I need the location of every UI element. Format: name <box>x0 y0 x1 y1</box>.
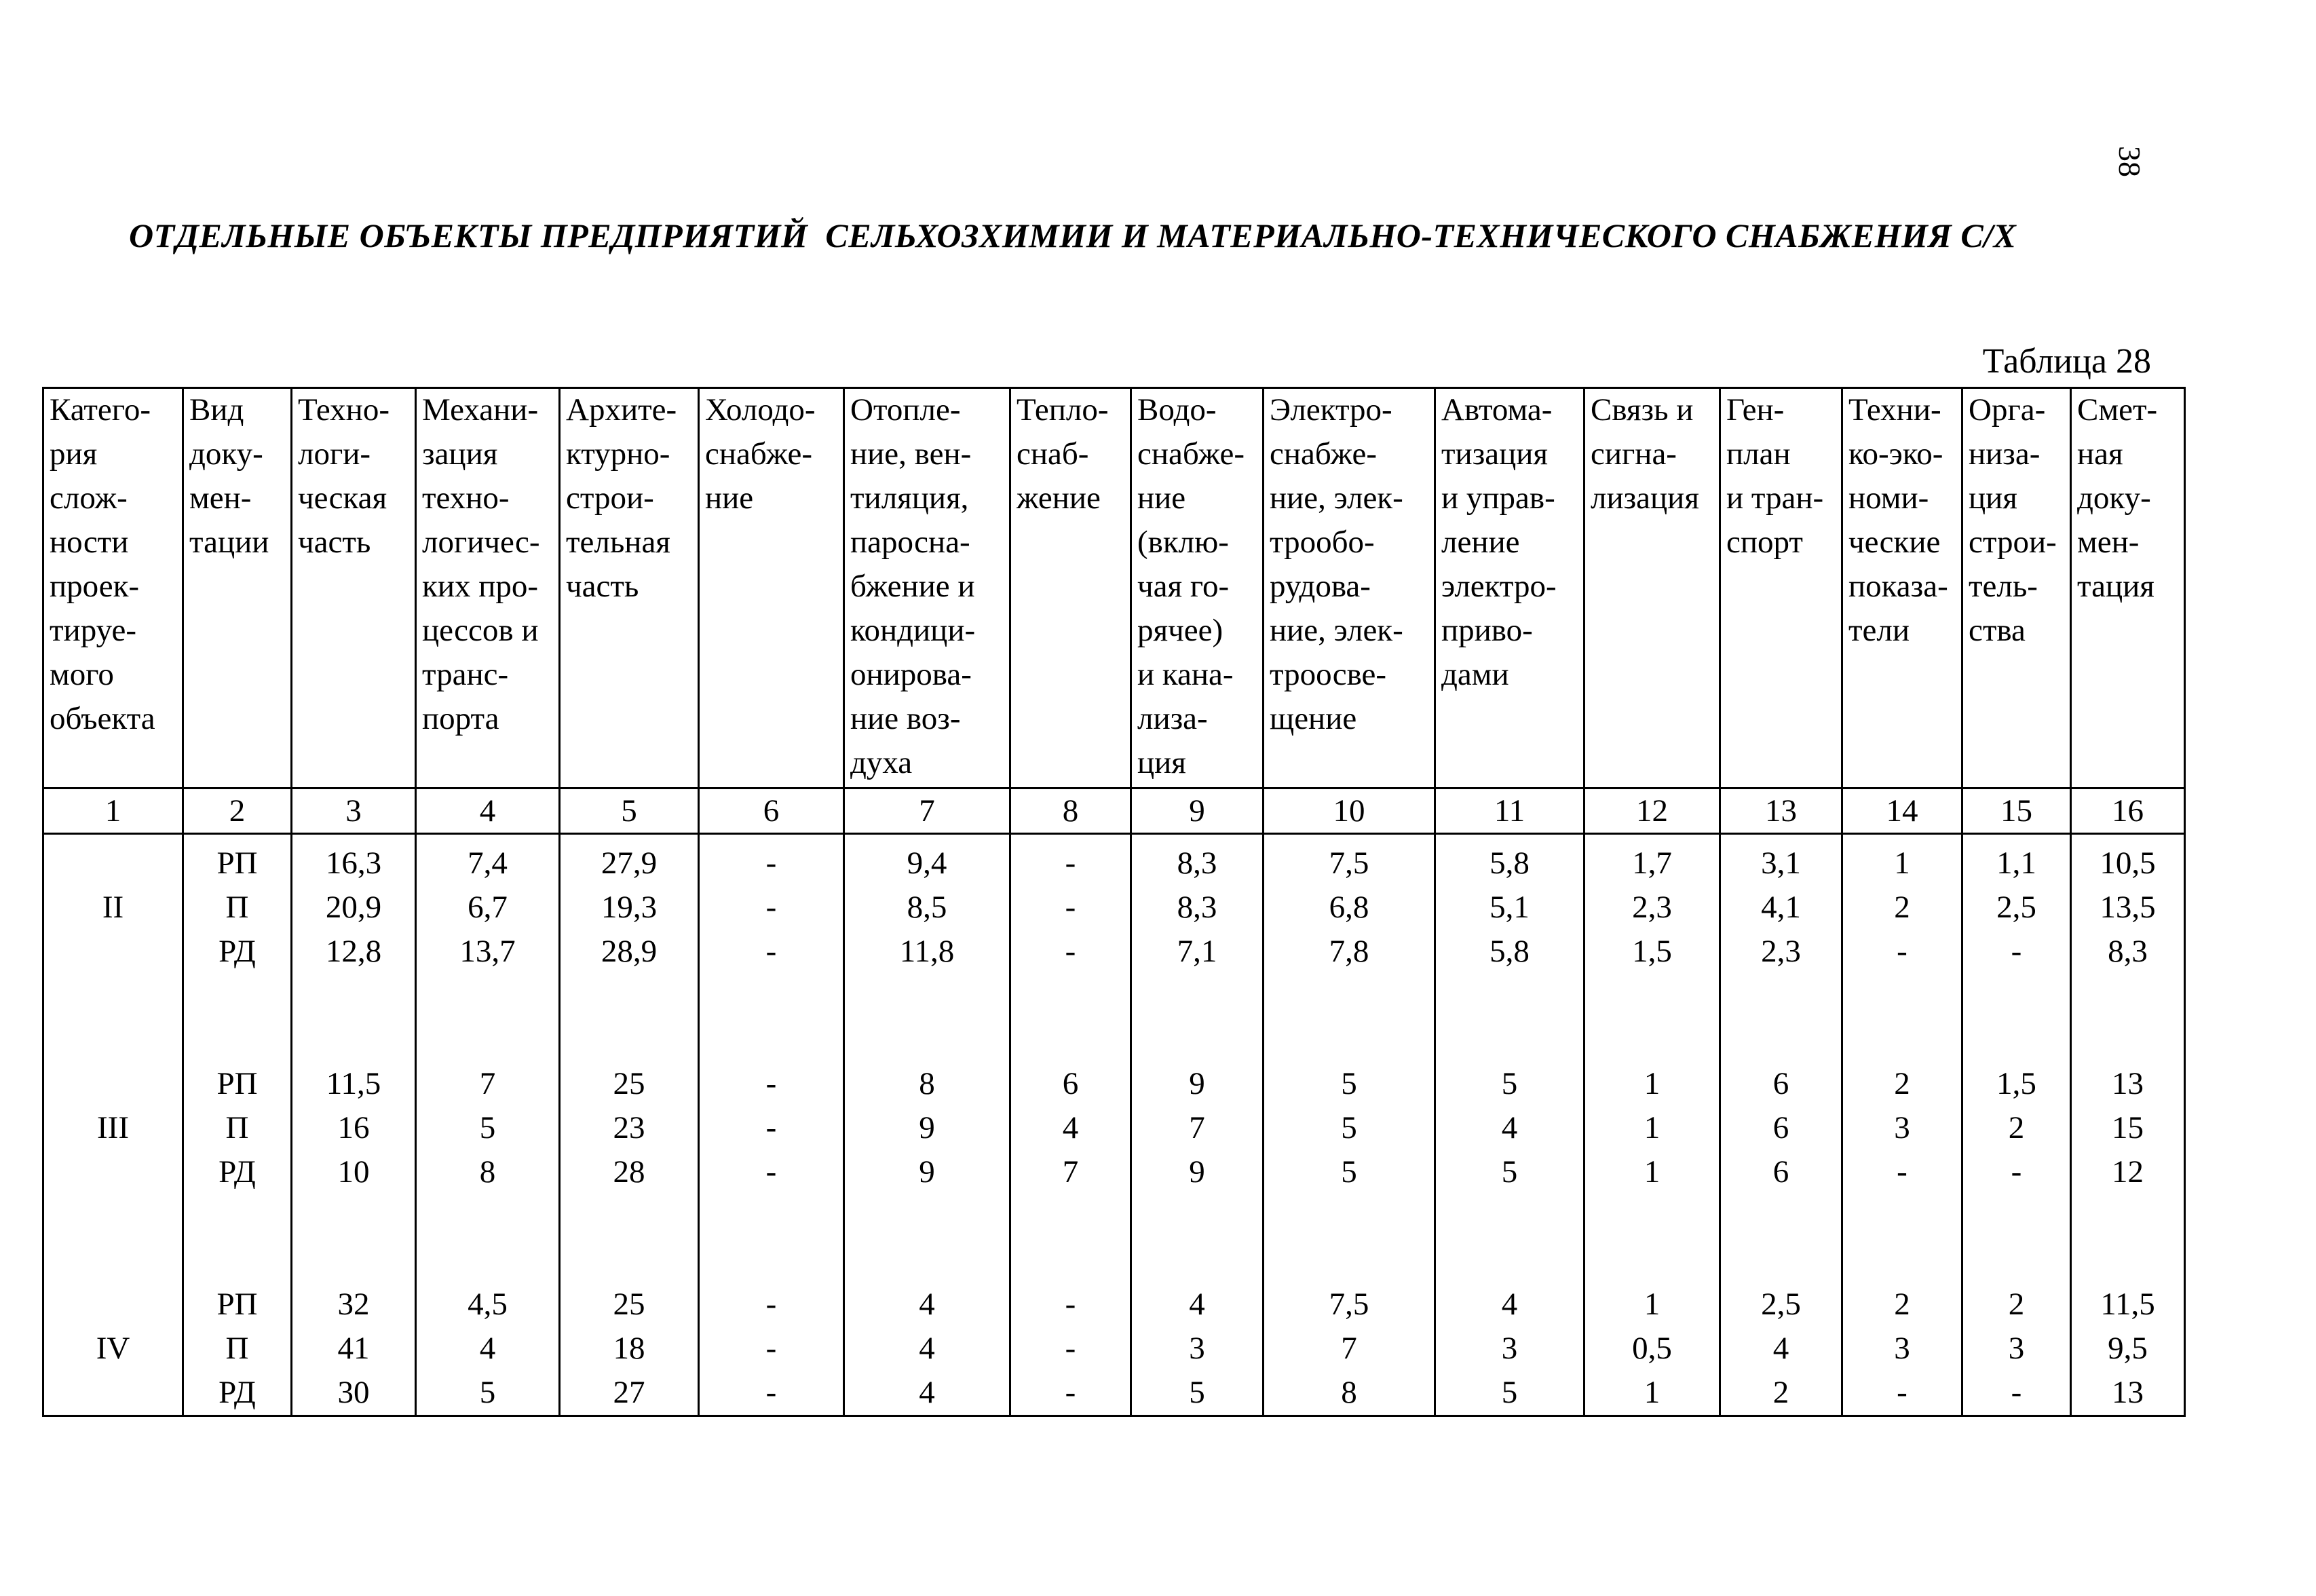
value-cell: - <box>765 1066 777 1101</box>
column-header-line: дами <box>1441 657 1509 692</box>
column-header-line: снабже- <box>1270 436 1377 472</box>
value-cell: 8,3 <box>1177 846 1217 881</box>
value-cell: 2 <box>2008 1287 2025 1322</box>
value-cell: 7,5 <box>1329 1287 1369 1322</box>
value-cell: 5 <box>1341 1066 1357 1101</box>
column-header-line: Электро- <box>1270 392 1392 428</box>
value-cell: - <box>1065 846 1076 881</box>
doc-type-cell: РД <box>219 934 256 969</box>
value-cell: 13,7 <box>459 934 516 969</box>
column-number-8: 8 <box>1010 788 1131 834</box>
column-number-1: 1 <box>43 788 183 834</box>
value-cell: 6 <box>1772 1066 1789 1101</box>
value-cell: 6 <box>1062 1066 1079 1101</box>
value-cell: - <box>765 1154 777 1190</box>
value-cell: 5 <box>479 1375 496 1410</box>
column-number-11: 11 <box>1435 788 1584 834</box>
column-header-line: электро- <box>1441 569 1557 604</box>
column-header-line: и управ- <box>1441 480 1555 516</box>
column-header-11 <box>1435 388 1584 788</box>
column-header-line: ление <box>1441 525 1520 560</box>
table-caption: Таблица 28 <box>1982 342 2151 381</box>
column-header-line: ние, вен- <box>850 436 972 472</box>
value-cell: 1 <box>1644 1287 1660 1322</box>
value-cell: 28 <box>613 1154 645 1190</box>
column-header-line: ция <box>1137 745 1186 780</box>
value-cell: - <box>1065 890 1076 925</box>
value-cell: 3 <box>1189 1331 1205 1366</box>
value-cell: 5 <box>1501 1066 1518 1101</box>
column-header-line: снабже- <box>1137 436 1245 472</box>
value-cell: - <box>1065 934 1076 969</box>
value-cell: 5 <box>1501 1375 1518 1410</box>
doc-type-cell: П <box>225 890 249 925</box>
doc-type-cell: РД <box>219 1154 256 1190</box>
column-header-line: тели <box>1848 613 1910 648</box>
column-header-line: техно- <box>422 480 510 516</box>
value-cell: 1,1 <box>1996 846 2036 881</box>
column-header-line: мого <box>50 657 114 692</box>
column-header-line: тации <box>189 525 269 560</box>
column-values-15 <box>1962 834 2071 1416</box>
doc-type-cell: РД <box>219 1375 256 1410</box>
column-values-14 <box>1842 834 1962 1416</box>
value-cell: - <box>1897 934 1907 969</box>
column-header-line: Водо- <box>1137 392 1217 428</box>
value-cell: 11,5 <box>326 1066 381 1101</box>
value-cell: 5 <box>1341 1110 1357 1145</box>
value-cell: 13,5 <box>2100 890 2156 925</box>
value-cell: 2,5 <box>1761 1287 1801 1322</box>
column-header-line: Тепло- <box>1017 392 1109 428</box>
value-cell: 2 <box>1894 1066 1910 1101</box>
value-cell: 7 <box>1189 1110 1205 1145</box>
column-header-6 <box>699 388 844 788</box>
column-header-line: тируе- <box>50 613 136 648</box>
value-cell: - <box>1897 1154 1907 1190</box>
column-header-line: ние, элек- <box>1270 480 1403 516</box>
value-cell: 2,3 <box>1761 934 1801 969</box>
value-cell: - <box>2011 1375 2022 1410</box>
value-cell: 4,1 <box>1761 890 1801 925</box>
column-header-line: низа- <box>1969 436 2040 472</box>
value-cell: 7 <box>479 1066 496 1101</box>
value-cell: 15 <box>2112 1110 2144 1145</box>
value-cell: - <box>765 934 777 969</box>
category-label: IV <box>96 1331 130 1366</box>
value-cell: - <box>1897 1375 1907 1410</box>
value-cell: 13 <box>2112 1066 2144 1101</box>
column-header-2 <box>183 388 292 788</box>
value-cell: 4,5 <box>468 1287 508 1322</box>
column-header-line: и кана- <box>1137 657 1234 692</box>
column-header-line: жение <box>1017 480 1101 516</box>
value-cell: 9 <box>919 1110 935 1145</box>
column-header-line: план <box>1726 436 1791 472</box>
column-header-line: тельная <box>566 525 670 560</box>
column-values-1 <box>43 834 183 1416</box>
value-cell: 13 <box>2112 1375 2144 1410</box>
value-cell: 8 <box>919 1066 935 1101</box>
value-cell: - <box>2011 934 2022 969</box>
column-header-line: ства <box>1969 613 2026 648</box>
value-cell: 4 <box>919 1287 935 1322</box>
column-header-line: ктурно- <box>566 436 670 472</box>
column-header-line: слож- <box>50 480 128 516</box>
value-cell: 4 <box>1501 1287 1518 1322</box>
column-header-line: ческая <box>298 480 387 516</box>
column-header-line: логи- <box>298 436 371 472</box>
value-cell: 2,5 <box>1996 890 2036 925</box>
column-header-line: логичес- <box>422 525 540 560</box>
column-header-line: зация <box>422 436 498 472</box>
column-header-line: ческие <box>1848 525 1941 560</box>
value-cell: 5 <box>1341 1154 1357 1190</box>
column-header-line: тизация <box>1441 436 1549 472</box>
column-number-12: 12 <box>1584 788 1720 834</box>
value-cell: 20,9 <box>325 890 382 925</box>
table-body-row <box>43 834 2185 1416</box>
column-values-5 <box>560 834 699 1416</box>
value-cell: 25 <box>613 1287 645 1322</box>
value-cell: 5 <box>479 1110 496 1145</box>
column-header-line: мен- <box>189 480 252 516</box>
value-cell: 18 <box>613 1331 645 1366</box>
column-header-line: Техно- <box>298 392 390 428</box>
column-header-10 <box>1264 388 1435 788</box>
column-number-9: 9 <box>1131 788 1264 834</box>
column-header-line: доку- <box>2077 480 2151 516</box>
value-cell: 7,8 <box>1329 934 1369 969</box>
value-cell: 1,7 <box>1632 846 1672 881</box>
column-values-6 <box>699 834 844 1416</box>
value-cell: 9 <box>1189 1154 1205 1190</box>
value-cell: 1 <box>1644 1154 1660 1190</box>
column-header-line: объекта <box>50 701 155 736</box>
column-header-line: онирова- <box>850 657 972 692</box>
value-cell: 3 <box>1894 1331 1910 1366</box>
column-header-line: бжение и <box>850 569 975 604</box>
value-cell: 6 <box>1772 1110 1789 1145</box>
value-cell: 5 <box>1501 1154 1518 1190</box>
value-cell: 12,8 <box>325 934 382 969</box>
column-values-7 <box>844 834 1010 1416</box>
value-cell: 11,8 <box>899 934 955 969</box>
column-header-line: тель- <box>1969 569 2038 604</box>
data-table <box>42 387 2186 1417</box>
doc-type-cell: П <box>225 1331 249 1366</box>
column-header-line: духа <box>850 745 913 780</box>
value-cell: 12 <box>2112 1154 2144 1190</box>
value-cell: 10,5 <box>2100 846 2156 881</box>
value-cell: 28,9 <box>601 934 658 969</box>
column-number-4: 4 <box>416 788 560 834</box>
column-header-line: Техни- <box>1848 392 1941 428</box>
column-header-line: спорт <box>1726 525 1803 560</box>
value-cell: 3 <box>2008 1331 2025 1366</box>
column-header-13 <box>1720 388 1842 788</box>
column-values-10 <box>1264 834 1435 1416</box>
column-number-7: 7 <box>844 788 1010 834</box>
column-header-line: номи- <box>1848 480 1929 516</box>
column-header-line: Связь и <box>1591 392 1694 428</box>
value-cell: - <box>765 890 777 925</box>
value-cell: 3 <box>1894 1110 1910 1145</box>
value-cell: 8 <box>479 1154 496 1190</box>
column-number-5: 5 <box>560 788 699 834</box>
column-header-line: (вклю- <box>1137 525 1229 560</box>
column-header-14 <box>1842 388 1962 788</box>
value-cell: 5 <box>1189 1375 1205 1410</box>
column-header-line: строи- <box>566 480 654 516</box>
value-cell: 30 <box>337 1375 370 1410</box>
column-values-3 <box>292 834 416 1416</box>
value-cell: - <box>765 1331 777 1366</box>
column-header-line: ности <box>50 525 129 560</box>
doc-type-cell: РП <box>216 1287 258 1322</box>
value-cell: - <box>1065 1287 1076 1322</box>
value-cell: 5,1 <box>1489 890 1530 925</box>
value-cell: 23 <box>613 1110 645 1145</box>
value-cell: 25 <box>613 1066 645 1101</box>
column-header-line: ция <box>1969 480 2017 516</box>
column-header-line: ние <box>705 480 754 516</box>
column-values-12 <box>1584 834 1720 1416</box>
column-header-line: тация <box>2077 569 2154 604</box>
value-cell: 1,5 <box>1996 1066 2036 1101</box>
value-cell: 4 <box>1062 1110 1079 1145</box>
column-header-line: снабже- <box>705 436 812 472</box>
column-values-4 <box>416 834 560 1416</box>
column-values-16 <box>2071 834 2185 1416</box>
value-cell: 41 <box>337 1331 370 1366</box>
column-header-line: ние <box>1137 480 1186 516</box>
column-header-line: Смет- <box>2077 392 2158 428</box>
value-cell: 8,3 <box>2108 934 2148 969</box>
column-number-3: 3 <box>292 788 416 834</box>
value-cell: 19,3 <box>601 890 658 925</box>
column-header-line: порта <box>422 701 499 736</box>
value-cell: 4 <box>919 1331 935 1366</box>
column-header-line: рия <box>50 436 98 472</box>
value-cell: 2 <box>1894 890 1910 925</box>
value-cell: 8,5 <box>907 890 947 925</box>
column-header-line: тиляция, <box>850 480 969 516</box>
column-number-13: 13 <box>1720 788 1842 834</box>
column-header-line: Автома- <box>1441 392 1553 428</box>
column-header-line: снаб- <box>1017 436 1089 472</box>
column-values-11 <box>1435 834 1584 1416</box>
value-cell: 7,4 <box>468 846 508 881</box>
value-cell: 1 <box>1894 846 1910 881</box>
value-cell: 8 <box>1341 1375 1357 1410</box>
value-cell: 8,3 <box>1177 890 1217 925</box>
page-number: 38 <box>2112 146 2147 177</box>
column-values-8 <box>1010 834 1131 1416</box>
column-header-line: цессов и <box>422 613 539 648</box>
value-cell: 1,5 <box>1632 934 1672 969</box>
category-label: II <box>102 890 124 925</box>
column-header-line: Катего- <box>50 392 151 428</box>
value-cell: 4 <box>1189 1287 1205 1322</box>
value-cell: 5,8 <box>1489 934 1530 969</box>
column-number-15: 15 <box>1962 788 2071 834</box>
value-cell: 7,5 <box>1329 846 1369 881</box>
column-header-line: Ген- <box>1726 392 1785 428</box>
value-cell: 11,5 <box>2100 1287 2155 1322</box>
column-header-line: сигна- <box>1591 436 1677 472</box>
column-header-line: и тран- <box>1726 480 1824 516</box>
column-header-line: доку- <box>189 436 263 472</box>
column-header-1 <box>43 388 183 788</box>
value-cell: 1 <box>1644 1110 1660 1145</box>
value-cell: 10 <box>337 1154 370 1190</box>
value-cell: 1 <box>1644 1066 1660 1101</box>
doc-type-cell: П <box>225 1110 249 1145</box>
doc-type-cell: РП <box>216 846 258 881</box>
value-cell: - <box>1065 1375 1076 1410</box>
column-header-line: показа- <box>1848 569 1948 604</box>
column-header-line: Механи- <box>422 392 539 428</box>
column-header-line: троосве- <box>1270 657 1387 692</box>
column-header-16 <box>2071 388 2185 788</box>
value-cell: 7 <box>1341 1331 1357 1366</box>
column-values-2 <box>183 834 292 1416</box>
value-cell: 9 <box>1189 1066 1205 1101</box>
column-header-5 <box>560 388 699 788</box>
column-header-line: ние, элек- <box>1270 613 1403 648</box>
column-header-7 <box>844 388 1010 788</box>
column-header-line: приво- <box>1441 613 1533 648</box>
column-number-16: 16 <box>2071 788 2185 834</box>
column-header-line: рячее) <box>1137 613 1223 648</box>
column-header-line: ких про- <box>422 569 539 604</box>
column-header-line: лиза- <box>1137 701 1208 736</box>
column-values-13 <box>1720 834 1842 1416</box>
header-row <box>43 388 2185 788</box>
value-cell: - <box>765 1375 777 1410</box>
column-header-line: Архите- <box>566 392 677 428</box>
value-cell: 6 <box>1772 1154 1789 1190</box>
category-label: III <box>97 1110 129 1145</box>
value-cell: - <box>765 1287 777 1322</box>
value-cell: 2,3 <box>1632 890 1672 925</box>
column-header-line: Отопле- <box>850 392 961 428</box>
column-header-15 <box>1962 388 2071 788</box>
value-cell: - <box>765 846 777 881</box>
value-cell: 4 <box>1772 1331 1789 1366</box>
column-header-line: Орга- <box>1969 392 2046 428</box>
value-cell: 9,4 <box>907 846 947 881</box>
column-header-line: мен- <box>2077 525 2140 560</box>
column-header-line: паросна- <box>850 525 970 560</box>
value-cell: - <box>2011 1154 2022 1190</box>
column-number-6: 6 <box>699 788 844 834</box>
value-cell: 7,1 <box>1177 934 1217 969</box>
column-header-line: кондици- <box>850 613 976 648</box>
column-number-2: 2 <box>183 788 292 834</box>
column-header-4 <box>416 388 560 788</box>
column-header-line: рудова- <box>1270 569 1371 604</box>
value-cell: 3,1 <box>1761 846 1801 881</box>
value-cell: 5,8 <box>1489 846 1530 881</box>
column-header-line: ко-эко- <box>1848 436 1943 472</box>
column-header-8 <box>1010 388 1131 788</box>
column-header-line: Вид <box>189 392 244 428</box>
value-cell: 27,9 <box>601 846 658 881</box>
value-cell: 9,5 <box>2108 1331 2148 1366</box>
value-cell: 16 <box>337 1110 370 1145</box>
column-header-line: чая го- <box>1137 569 1230 604</box>
value-cell: 2 <box>2008 1110 2025 1145</box>
value-cell: 2 <box>1894 1287 1910 1322</box>
value-cell: 1 <box>1644 1375 1660 1410</box>
value-cell: 27 <box>613 1375 645 1410</box>
value-cell: 4 <box>919 1375 935 1410</box>
column-header-line: проек- <box>50 569 140 604</box>
column-number-14: 14 <box>1842 788 1962 834</box>
column-header-9 <box>1131 388 1264 788</box>
column-numbers-row <box>43 788 2185 834</box>
column-header-line: лизация <box>1591 480 1699 516</box>
column-values-9 <box>1131 834 1264 1416</box>
value-cell: 32 <box>337 1287 370 1322</box>
value-cell: 9 <box>919 1154 935 1190</box>
column-header-line: часть <box>566 569 639 604</box>
value-cell: 4 <box>1501 1110 1518 1145</box>
column-header-line: часть <box>298 525 371 560</box>
column-header-line: ная <box>2077 436 2123 472</box>
value-cell: 0,5 <box>1632 1331 1672 1366</box>
value-cell: 3 <box>1501 1331 1518 1366</box>
value-cell: 6,8 <box>1329 890 1369 925</box>
value-cell: 7 <box>1062 1154 1079 1190</box>
value-cell: 4 <box>479 1331 496 1366</box>
value-cell: 2 <box>1772 1375 1789 1410</box>
column-header-line: трообо- <box>1270 525 1375 560</box>
column-header-line: транс- <box>422 657 509 692</box>
value-cell: - <box>765 1110 777 1145</box>
column-header-3 <box>292 388 416 788</box>
column-number-10: 10 <box>1264 788 1435 834</box>
value-cell: 16,3 <box>325 846 382 881</box>
doc-type-cell: РП <box>216 1066 258 1101</box>
column-header-line: ние воз- <box>850 701 961 736</box>
value-cell: - <box>1065 1331 1076 1366</box>
column-header-12 <box>1584 388 1720 788</box>
column-header-line: щение <box>1270 701 1357 736</box>
document-title: ОТДЕЛЬНЫЕ ОБЪЕКТЫ ПРЕДПРИЯТИЙ СЕЛЬХОЗХИМИИ И МАТЕРИАЛЬНО-ТЕХНИЧЕСКОГО СНАБЖЕНИЯ С/Х <box>129 216 2017 254</box>
column-header-line: Холодо- <box>705 392 816 428</box>
column-header-line: строи- <box>1969 525 2057 560</box>
value-cell: 6,7 <box>468 890 508 925</box>
